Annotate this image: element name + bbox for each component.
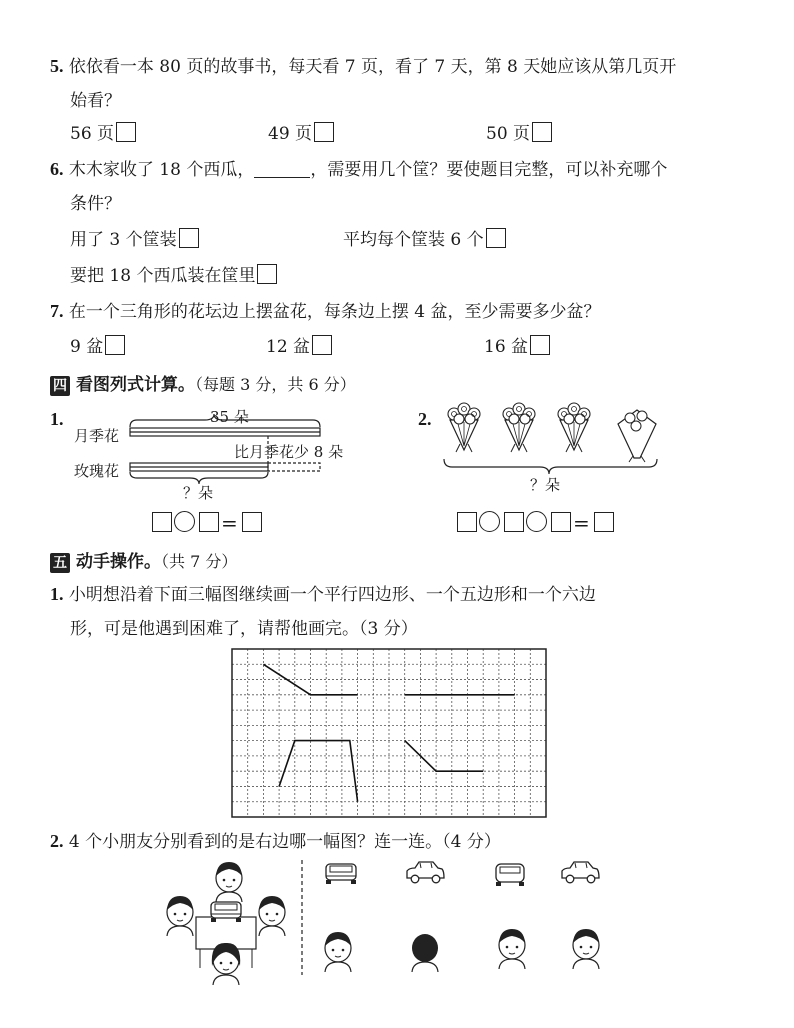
q6-text-before: 木木家收了 18 个西瓜，: [68, 160, 255, 180]
q6-option-b-label: 平均每个筐装 6 个: [343, 230, 484, 250]
s5-p2-car-front-view: [326, 864, 356, 884]
s5-p2-scene-left: [167, 862, 285, 985]
q6-text-line2: 条件？: [70, 194, 121, 214]
q7-option-c-label: 16 盆: [484, 337, 529, 357]
section5-score: （共 7 分）: [161, 552, 238, 571]
q5-option-c-label: 50 页: [486, 124, 531, 144]
s4-p1-diff-label: 比月季花少 8 朵: [234, 443, 344, 461]
section4-title: 看图列式计算。: [76, 375, 195, 395]
s4-p1-total-label: 35 朵: [210, 408, 249, 426]
s5-p2-number: 2.: [50, 831, 64, 851]
q7-option-b-label: 12 盆: [266, 337, 311, 357]
q5-text: 依依看一本 80 页的故事书，每天看 7 页，看了 7 天，第 8 天她应该从第几页开: [68, 57, 677, 77]
s5-p2-kid-right: [259, 896, 285, 936]
s4-p1-number: 1.: [50, 409, 64, 429]
s5-p2-kid-option-1: [325, 932, 351, 972]
section5-title: 动手操作。: [76, 552, 161, 572]
s4-p1-label-top: 月季花: [74, 427, 120, 445]
s5-p2-car-side-view-2: [562, 862, 599, 883]
s4-p2-equals: =: [573, 511, 590, 535]
s4-p1-label-bottom: 玫瑰花: [74, 462, 120, 480]
q6-text-after: ，需要用几个筐？要使题目完整，可以补充哪个: [310, 160, 668, 180]
s5-p2-text: 4 个小朋友分别看到的是右边哪一幅图？连一连。（4 分）: [68, 832, 501, 852]
s4-p2-question: ？朵: [530, 476, 561, 494]
s4-p1-equals: =: [221, 511, 238, 535]
section4-score: （每题 3 分，共 6 分）: [195, 375, 356, 394]
q5-option-b-label: 49 页: [268, 124, 313, 144]
s5-p2-kid-option-2: [412, 934, 438, 972]
s4-p1-question: ？朵: [183, 484, 214, 502]
s4-p2-number: 2.: [418, 409, 432, 429]
s5-p2-car-side-view-1: [407, 862, 444, 883]
s5-p2-kid-left: [167, 896, 193, 936]
section4-badge: 四: [50, 376, 70, 396]
s5-p2-kid-option-3: [499, 929, 525, 969]
s5-p2-kid-bottom: [212, 943, 240, 985]
q5-option-a-label: 56 页: [70, 124, 115, 144]
s5-p1-text-line2: 形，可是他遇到困难了，请帮他画完。（3 分）: [70, 619, 418, 639]
q5-number: 5.: [50, 56, 64, 76]
s5-p1-number: 1.: [50, 584, 64, 604]
s5-p2-kid-option-4: [573, 929, 599, 969]
q6-number: 6.: [50, 159, 64, 179]
s5-p2-car-back-view: [496, 864, 524, 886]
section5-badge: 五: [50, 553, 70, 573]
q5-text-line2: 始看？: [70, 91, 121, 111]
q7-number: 7.: [50, 301, 64, 321]
s5-p2-kid-top: [216, 862, 242, 902]
q7-option-a-label: 9 盆: [70, 337, 104, 357]
s5-p1-text: 小明想沿着下面三幅图继续画一个平行四边形、一个五边形和一个六边: [68, 585, 596, 605]
q7-text: 在一个三角形的花坛边上摆盆花，每条边上摆 4 盆，至少需要多少盆？: [68, 302, 601, 322]
q6-option-a-label: 用了 3 个筐装: [70, 230, 177, 250]
q6-option-c-label: 要把 18 个西瓜装在筐里: [70, 266, 256, 286]
